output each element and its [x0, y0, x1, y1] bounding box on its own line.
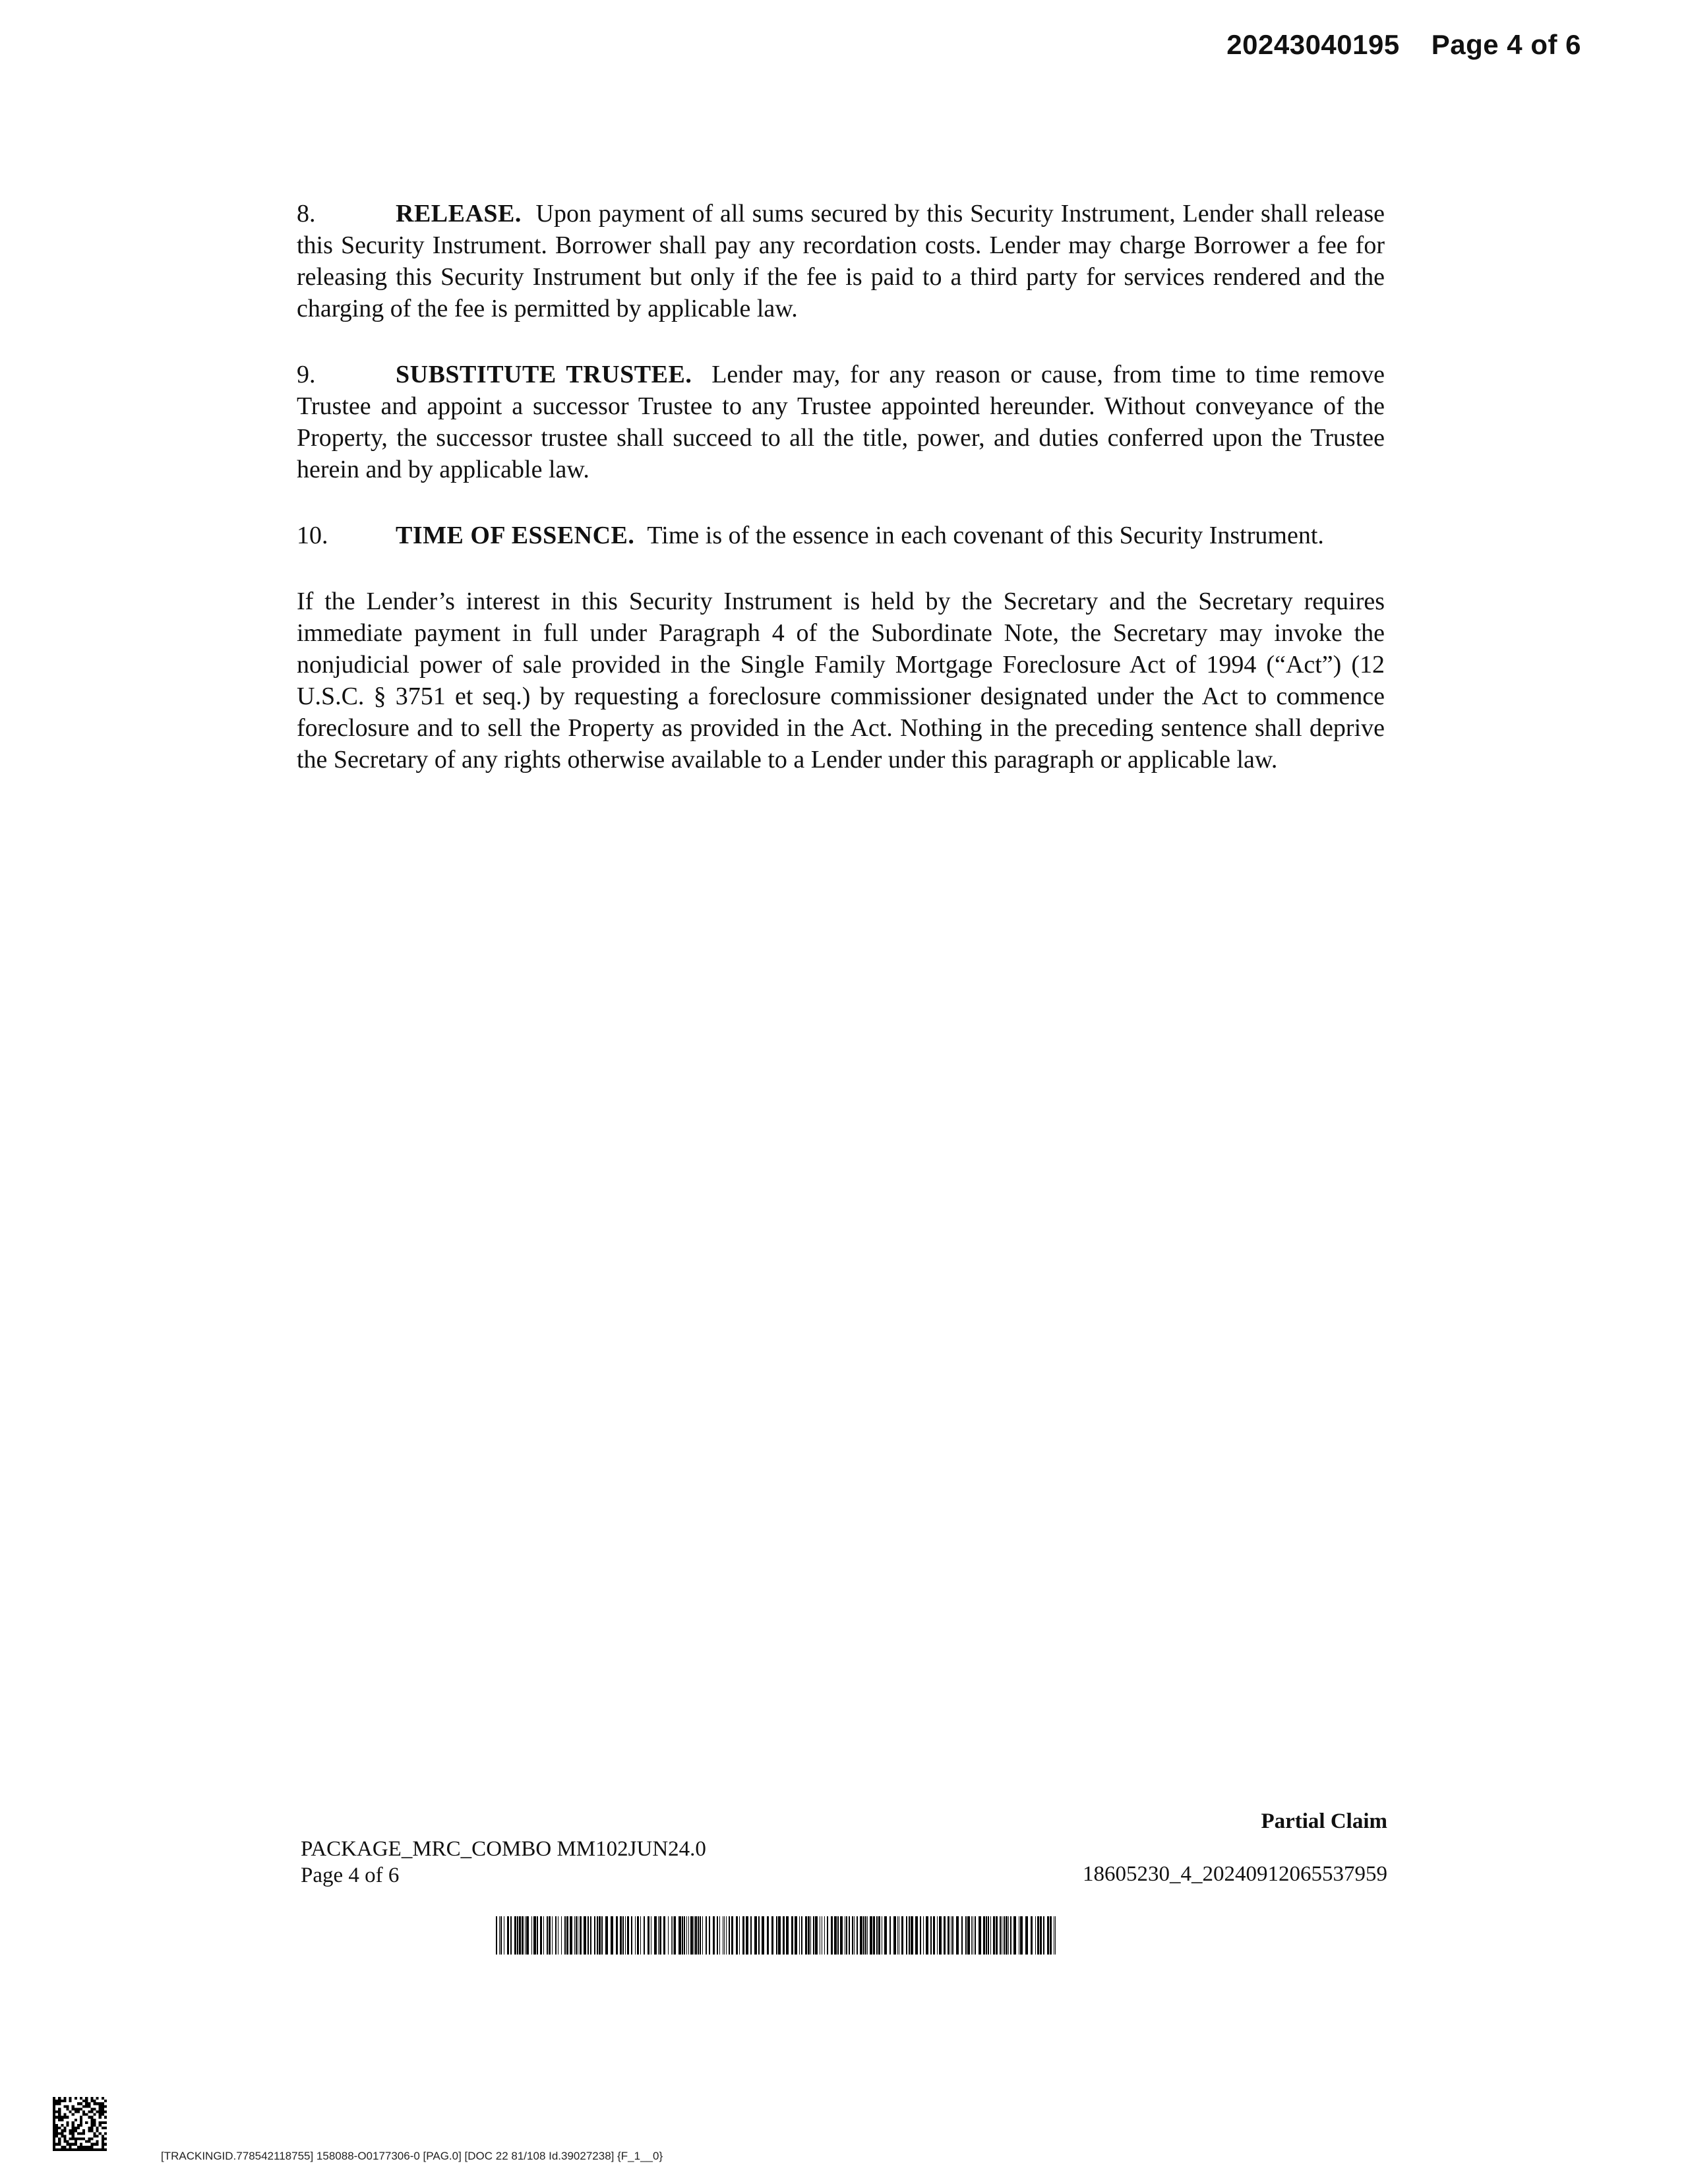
document-id: 18605230_4_20240912065537959: [1083, 1862, 1387, 1886]
recording-number: 20243040195: [1226, 29, 1400, 60]
section-text: Time is of the essence in each covenant of this Security Instrument.: [647, 522, 1324, 549]
section-text: Upon payment of all sums secured by this Security Instrument, Lender shall release this Security Instrument. Borrower shall pay any recordation costs. Lender may charge Borrower a fee for releasing this Security Instrument but only if the fee is paid to a third party for services rendered and the charging of the fee is permitted by applicable law.: [297, 200, 1385, 322]
footer-page-number: Page 4 of 6: [301, 1864, 400, 1887]
datamatrix-code-image: [53, 2097, 107, 2151]
package-code: PACKAGE_MRC_COMBO MM102JUN24.0: [301, 1837, 706, 1861]
document-title: Partial Claim: [1261, 1809, 1387, 1833]
section-time-of-essence: [297, 520, 1385, 551]
closing-paragraph: If the Lender’s interest in this Security Instrument is held by the Secretary and the Secretary requires immediate payment in full under Paragraph 4 of the Subordinate Note, the Secretary may invoke the nonjudicial power of sale provided in the Single Family Mortgage Foreclosure Act of 1994 (“Act”) (12 U.S.C. § 3751 et seq.) by requesting a foreclosure commissioner designated under the Act to commence foreclosure and to sell the Property as provided in the Act. Nothing in the preceding sentence shall deprive the Secretary of any rights otherwise available to a Lender under this paragraph or applicable law.: [297, 588, 1385, 774]
section-number: 8.: [297, 200, 316, 228]
section-number: 9.: [297, 361, 316, 388]
page-number-header: Page 4 of 6: [1431, 29, 1581, 60]
section-heading: RELEASE.: [396, 200, 522, 228]
section-release: [297, 198, 1385, 324]
barcode-image: [496, 1916, 1056, 1955]
tracking-line: [TRACKINGID.778542118755] 158088-O0177306-0 [PAG.0] [DOC 22 81/108 Id.39027238] {F_1__0}: [161, 2150, 663, 2162]
section-heading: SUBSTITUTE TRUSTEE.: [396, 361, 692, 388]
page-header: [1226, 29, 1581, 61]
section-heading: TIME OF ESSENCE.: [396, 522, 635, 549]
section-text: Lender may, for any reason or cause, from time to time remove Trustee and appoint a successor Trustee to any Trustee appointed hereunder. Without conveyance of the Property, the successor trustee shall succeed to all the title, power, and duties conferred upon the Trustee herein and by applicable law.: [297, 361, 1385, 483]
document-body: [297, 198, 1385, 810]
section-substitute-trustee: [297, 359, 1385, 485]
footer-left: [301, 1836, 706, 1889]
section-number: 10.: [297, 522, 328, 549]
